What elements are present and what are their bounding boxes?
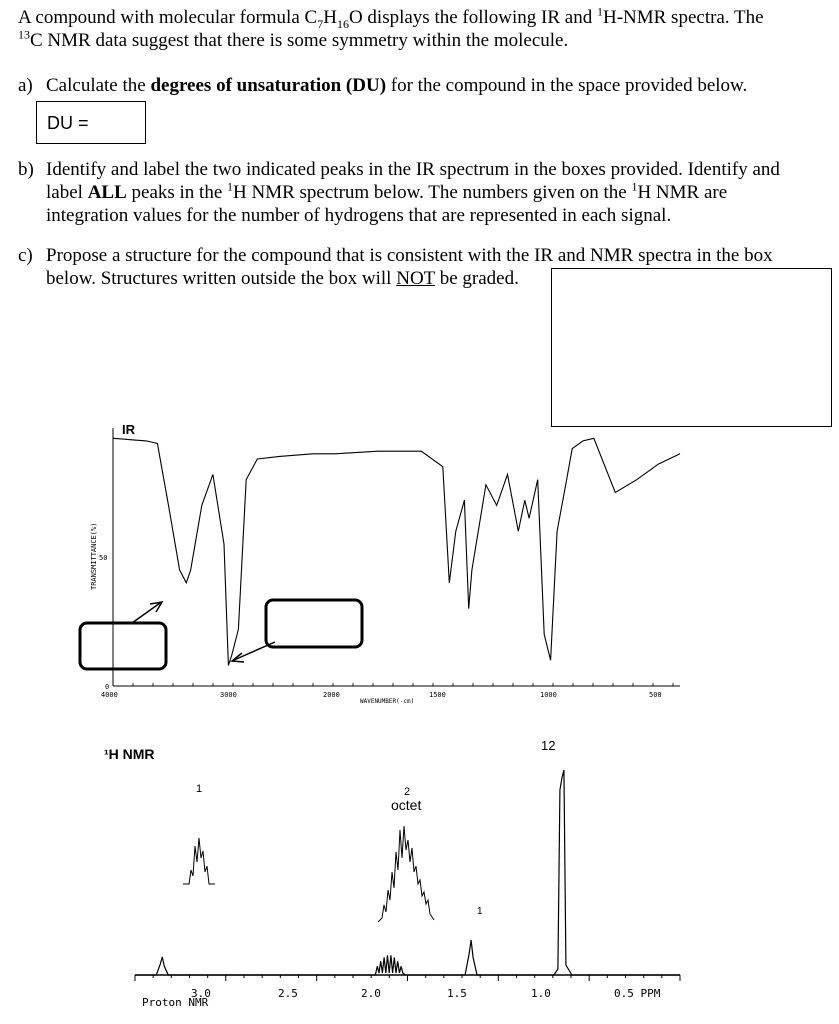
nmr-tick-label: 1.5 <box>447 987 467 1000</box>
part-a-label: a) <box>18 75 33 96</box>
ir-answer-box-left[interactable] <box>80 623 166 669</box>
intro-line-1: A compound with molecular formula $C_7H_{16}O$ displays the following IR and $^1$H-NMR spectra. The <box>18 4 764 31</box>
nmr-tick-label: 1.0 <box>531 987 551 1000</box>
ir-arrow-right <box>234 642 275 660</box>
ir-tick-label: 2000 <box>323 691 340 699</box>
ir-y-0: 0 <box>105 683 110 691</box>
ir-y-label: TRANSMITTANCE(%) <box>90 522 98 590</box>
part-b-label: b) <box>18 159 34 180</box>
part-c-line-2: below. Structures written outside the box will NOT be graded. <box>46 268 519 289</box>
part-c-line-1: Propose a structure for the compound that is consistent with the IR and NMR spectra in the box <box>46 245 773 266</box>
nmr-tick-label: 2.5 <box>278 987 298 1000</box>
ir-x-label: WAVENUMBER(-cm) <box>360 698 415 705</box>
nmr-footer-label: Proton NMR <box>142 996 209 1009</box>
nmr-multiplicity-1-9: octet <box>391 797 422 813</box>
nmr-integration-1-9: 2 <box>404 786 411 798</box>
nmr-expansion-3-0 <box>183 838 215 884</box>
ir-y-50: 50 <box>99 554 108 562</box>
nmr-integration-0-95: 12 <box>541 738 556 753</box>
nmr-x-ticks <box>135 975 680 981</box>
ir-title: IR <box>122 422 135 437</box>
part-b-line-2: label ALL peaks in the $^1$H NMR spectrum below. The numbers given on the $^1$H NMR are <box>46 179 728 203</box>
ir-tick-label: 4000 <box>101 691 118 699</box>
part-b-line-1: Identify and label the two indicated peaks in the IR spectrum in the boxes provided. Identify and <box>46 159 780 180</box>
nmr-integration-3-0: 1 <box>196 783 203 795</box>
part-c-label: c) <box>18 245 33 266</box>
ir-tick-label: 1500 <box>429 691 446 699</box>
part-b-line-3: integration values for the number of hydrogens that are represented in each signal. <box>46 205 672 226</box>
nmr-integration-1-45: 1 <box>477 906 483 917</box>
part-a-text: Calculate the degrees of unsaturation (DU) for the compound in the space provided below. <box>46 75 748 96</box>
du-label: DU = <box>47 113 89 133</box>
nmr-title: ¹H NMR <box>104 746 155 762</box>
ir-tick-label: 1000 <box>540 691 557 699</box>
ir-tick-label: 500 <box>649 691 662 699</box>
nmr-expansion-1-9 <box>378 826 434 922</box>
ir-arrow-left <box>132 603 160 623</box>
ir-tick-label: 3000 <box>220 691 237 699</box>
intro-line-2: $^{13}$C NMR data suggest that there is some symmetry within the molecule. <box>18 27 569 51</box>
nmr-tick-label: 0.5 PPM <box>614 987 661 1000</box>
nmr-tick-label: 3.0 <box>191 987 211 1000</box>
ir-spectrum-line <box>113 438 680 665</box>
ir-answer-box-right[interactable] <box>266 600 362 647</box>
nmr-tick-label: 2.0 <box>361 987 381 1000</box>
